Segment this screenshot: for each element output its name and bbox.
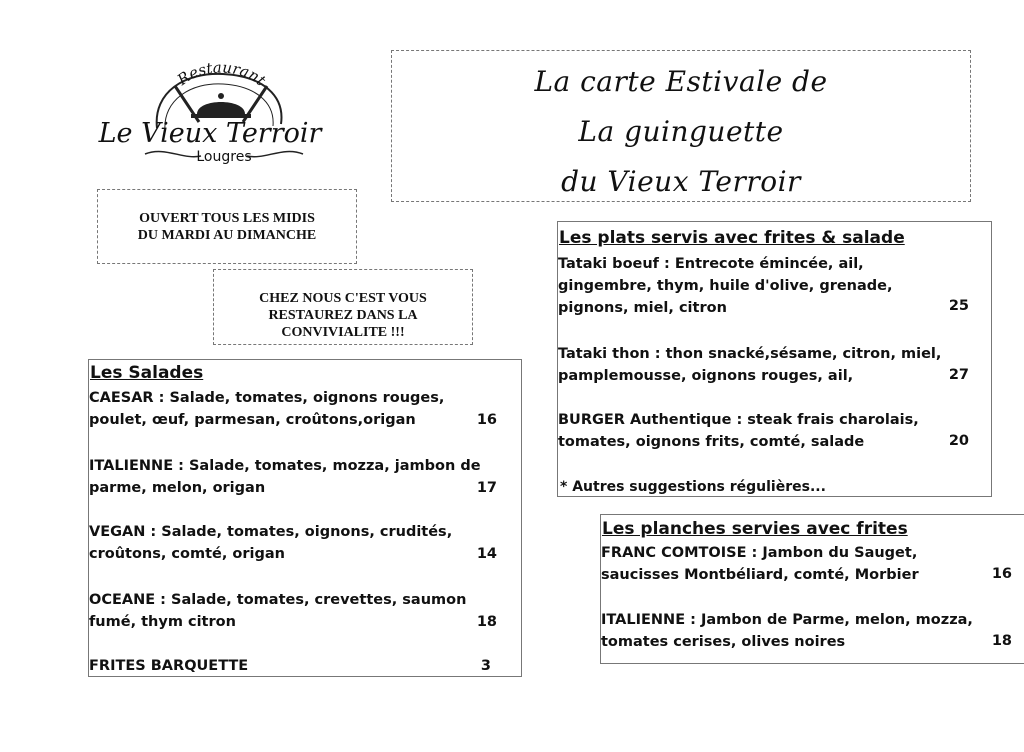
item-line: poulet, œuf, parmesan, croûtons,origan	[89, 412, 416, 428]
item-line: ITALIENNE : Jambon de Parme, melon, mozza,	[601, 612, 973, 628]
restaurant-logo	[95, 58, 325, 182]
item-line: tomates cerises, olives noires	[601, 634, 846, 650]
motto-line-2: RESTAUREZ DANS LA	[268, 308, 418, 323]
item-price: 25	[948, 298, 969, 314]
motto-line-3: CONVIVIALITE !!!	[281, 325, 405, 340]
menu-item	[89, 387, 444, 431]
salades-section	[88, 359, 522, 677]
title-line-1: La carte Estivale de	[534, 65, 828, 98]
item-line: Tataki thon : thon snacké,sésame, citron, miel,	[558, 346, 942, 362]
menu-item	[601, 542, 919, 586]
item-price: 3	[480, 658, 491, 674]
item-line: gingembre, thym, huile d'olive, grenade,	[558, 278, 893, 294]
item-line: pignons, miel, citron	[558, 300, 727, 316]
item-line: croûtons, comté, origan	[89, 546, 285, 562]
planches-section	[600, 514, 1024, 664]
menu-item	[89, 655, 248, 677]
item-price: 17	[476, 480, 497, 496]
plats-footnote: * Autres suggestions régulières...	[560, 479, 826, 495]
item-line: fumé, thym citron	[89, 614, 236, 630]
item-line: OCEANE : Salade, tomates, crevettes, saumon	[89, 592, 467, 608]
item-line: VEGAN : Salade, tomates, oignons, crudités,	[89, 524, 453, 540]
motto-note	[213, 269, 473, 345]
item-price: 27	[948, 367, 969, 383]
item-price: 18	[991, 633, 1012, 649]
item-line: pamplemousse, oignons rouges, ail,	[558, 368, 854, 384]
item-line: BURGER Authentique : steak frais charolais,	[558, 412, 919, 428]
title-line-3: du Vieux Terroir	[561, 165, 801, 198]
title-box	[391, 50, 971, 202]
menu-item	[89, 589, 466, 633]
hours-line-1: OUVERT TOUS LES MIDIS	[139, 211, 315, 226]
menu-item	[558, 343, 941, 387]
item-line: parme, melon, origan	[89, 480, 266, 496]
item-line: tomates, oignons frits, comté, salade	[558, 434, 865, 450]
item-line: CAESAR : Salade, tomates, oignons rouges,	[89, 390, 445, 406]
opening-hours-note	[97, 189, 357, 264]
salades-title: Les Salades	[90, 363, 204, 383]
item-line: FRANC COMTOISE : Jambon du Sauget,	[601, 545, 918, 561]
item-line: ITALIENNE : Salade, tomates, mozza, jambon de	[89, 458, 481, 474]
menu-item	[89, 521, 452, 565]
item-price: 16	[476, 412, 497, 428]
logo-name: Le Vieux Terroir	[98, 118, 322, 149]
hours-line-2: DU MARDI AU DIMANCHE	[137, 228, 317, 243]
item-line: saucisses Montbéliard, comté, Morbier	[601, 567, 919, 583]
motto-line-1: CHEZ NOUS C'EST VOUS	[259, 291, 427, 306]
menu-item	[89, 455, 481, 499]
item-line: Tataki boeuf : Entrecote émincée, ail,	[558, 256, 864, 272]
menu-item	[558, 409, 919, 453]
logo-town: Lougres	[196, 149, 252, 165]
plats-title: Les plats servis avec frites & salade	[559, 228, 905, 248]
title-line-2: La guinguette	[578, 115, 784, 148]
plats-section	[557, 221, 992, 497]
menu-title	[392, 51, 970, 205]
logo-arc-text: Restaurant	[173, 58, 270, 90]
menu-item	[558, 253, 893, 319]
item-price: 16	[991, 566, 1012, 582]
item-line: FRITES BARQUETTE	[89, 658, 249, 674]
item-price: 14	[476, 546, 497, 562]
item-price: 20	[948, 433, 969, 449]
item-price: 18	[476, 614, 497, 630]
menu-item	[601, 609, 973, 653]
planches-title: Les planches servies avec frites	[602, 519, 908, 539]
